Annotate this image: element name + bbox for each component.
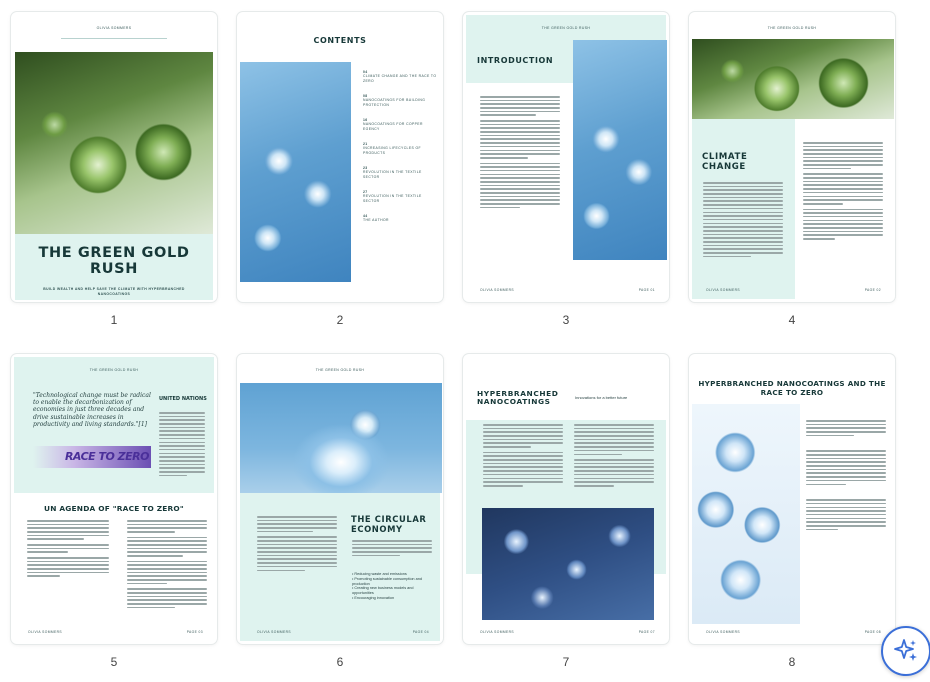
entry-number: 27 [363, 190, 368, 194]
entry-number: 21 [363, 142, 368, 146]
contents-entry[interactable] [363, 94, 437, 118]
contents-entry[interactable] [363, 166, 437, 190]
section-image [482, 508, 654, 620]
body-text [480, 96, 560, 210]
contents-entry[interactable] [363, 214, 437, 238]
page-thumbnail-1[interactable] [11, 12, 217, 302]
footer-left: OLIVIA SOMMERS [706, 288, 740, 292]
entry-number: 04 [363, 70, 368, 74]
contents-title: CONTENTS [313, 36, 367, 45]
section-title: HYPERBRANCHED NANOCOATINGS AND THE RACE TO ZERO [698, 379, 886, 397]
page-thumbnail-4[interactable] [689, 12, 895, 302]
page-number-label: 3 [562, 313, 570, 327]
quote-text: "Technological change must be radical to enable the decarbonization of economies in just three decades and drive sustainable increases in productivity and living standards."[1] [33, 392, 151, 428]
page-number-label: 1 [110, 313, 118, 327]
page-thumbnail-6[interactable] [237, 354, 443, 644]
entry-label: INCREASING LIFECYCLES OF PRODUCTS [363, 146, 422, 155]
section-title: HYPERBRANCHED NANOCOATINGS [477, 389, 559, 407]
entry-number: 23 [363, 166, 368, 170]
page-thumbnail-8[interactable] [689, 354, 895, 644]
section-image [692, 39, 894, 119]
bullet-item: • Encouraging innovation [352, 595, 395, 600]
page-thumbnail-2[interactable] [237, 12, 443, 302]
entry-label: THE AUTHOR [363, 218, 389, 222]
footer-right: PAGE 07 [638, 630, 655, 634]
entry-label: REVOLUTION IN THE TEXTILE SECTOR [363, 170, 422, 179]
section-title: INTRODUCTION [477, 56, 554, 65]
contents-entry[interactable] [363, 142, 437, 166]
contents-entry[interactable] [363, 118, 437, 142]
entry-label: CLIMATE CHANGE AND THE RACE TO ZERO [363, 74, 437, 83]
page-header: THE GREEN GOLD RUSH [767, 26, 817, 30]
page-thumbnail-5[interactable] [11, 354, 217, 644]
body-text-right [574, 424, 654, 489]
ai-assistant-button[interactable] [881, 626, 930, 676]
footer-right: PAGE 03 [186, 630, 203, 634]
section-title: UN AGENDA OF "RACE TO ZERO" [44, 504, 184, 513]
body-text-left [703, 182, 783, 259]
section-title: CLIMATE CHANGE [702, 152, 748, 172]
contents-list [363, 70, 437, 238]
section-subtitle: Innovations for a better future [575, 395, 628, 400]
contents-image [240, 62, 351, 282]
contents-entry[interactable] [363, 70, 437, 94]
bullet-list [352, 572, 436, 601]
bullet-item: • Creating new business models and opportunities [352, 586, 414, 596]
body-text-left [483, 424, 563, 489]
un-body-text [159, 412, 205, 478]
banner-text: RACE TO ZERO [64, 450, 149, 463]
page-header: OLIVIA SOMMERS [96, 26, 132, 30]
footer-right: PAGE 02 [864, 288, 881, 292]
section-image [692, 404, 800, 624]
footer-left: OLIVIA SOMMERS [28, 630, 62, 634]
bullet-item: • Reducing waste and emissions [352, 572, 407, 576]
body-text-right [127, 520, 207, 611]
page-thumbnail-7[interactable] [463, 354, 669, 644]
bullet-item: • Promoting sustainable consumption and production [352, 576, 422, 586]
footer-right: PAGE 04 [412, 630, 429, 634]
cover-subtitle: BUILD WEALTH AND HELP SAVE THE CLIMATE WITH HYPERBRANCHED NANOCOATINGS [43, 287, 185, 296]
body-text-right [806, 420, 886, 532]
page-number-label: 7 [562, 655, 570, 669]
entry-number: 44 [363, 214, 368, 218]
footer-left: OLIVIA SOMMERS [480, 288, 514, 292]
footer-right: PAGE 08 [864, 630, 881, 634]
sparkle-icon [892, 637, 920, 665]
body-text-right [803, 142, 883, 242]
page-thumbnail-3[interactable] [463, 12, 669, 302]
footer-right: PAGE 01 [638, 288, 655, 292]
page-number-label: 8 [788, 655, 796, 669]
entry-number: 08 [363, 94, 368, 98]
entry-label: NANOCOATINGS FOR COPPER EGENCY [363, 122, 423, 131]
entry-label: NANOCOATINGS FOR BUILDING PROTECTION [363, 98, 426, 107]
section-image [240, 383, 442, 493]
page-header: THE GREEN GOLD RUSH [541, 26, 591, 30]
footer-left: OLIVIA SOMMERS [480, 630, 514, 634]
page-number-label: 2 [336, 313, 344, 327]
section-image [573, 40, 667, 260]
contents-entry[interactable] [363, 190, 437, 214]
page-header: THE GREEN GOLD RUSH [89, 368, 139, 372]
page-number-label: 5 [110, 655, 118, 669]
divider [61, 38, 167, 39]
section-title: THE CIRCULAR ECONOMY [351, 514, 427, 534]
entry-label: REVOLUTION IN THE TEXTILE SECTOR [363, 194, 422, 203]
cover-image [15, 52, 213, 234]
body-text-right [352, 540, 432, 558]
footer-left: OLIVIA SOMMERS [257, 630, 291, 634]
page-number-label: 6 [336, 655, 344, 669]
body-text-left [27, 520, 109, 579]
page-header: THE GREEN GOLD RUSH [315, 368, 365, 372]
un-title: UNITED NATIONS [159, 396, 207, 402]
cover-title: THE GREEN GOLD RUSH [38, 245, 190, 277]
body-text-left [257, 516, 337, 573]
race-to-zero-banner [33, 446, 151, 468]
footer-left: OLIVIA SOMMERS [706, 630, 740, 634]
page-number-label: 4 [788, 313, 796, 327]
entry-number: 16 [363, 118, 368, 122]
